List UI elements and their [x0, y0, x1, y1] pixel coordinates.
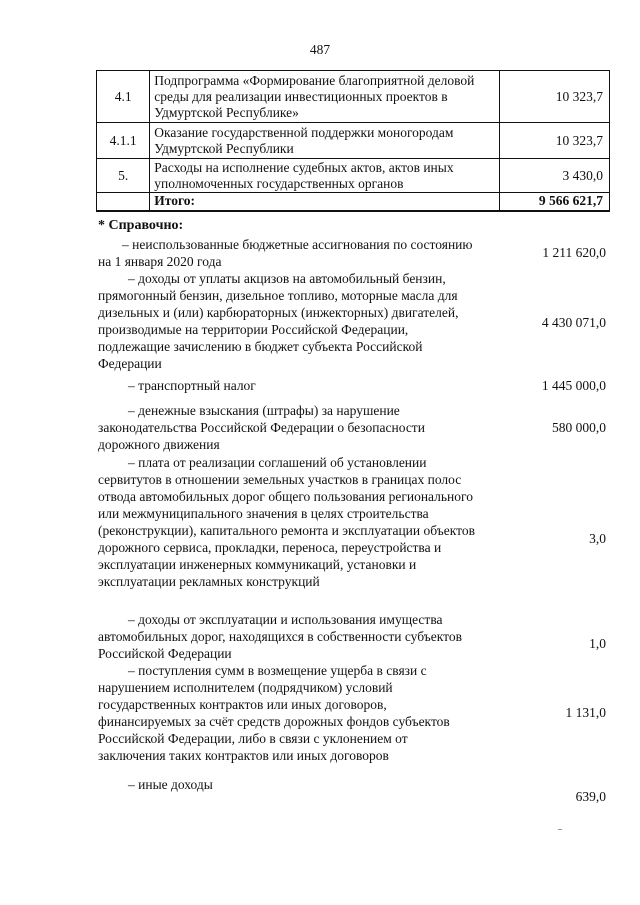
total-amount: 9 566 621,7	[499, 193, 609, 211]
reference-item-value: 1,0	[589, 636, 606, 651]
row-number: 5.	[97, 159, 150, 193]
row-amount: 10 323,7	[499, 71, 609, 123]
total-label: Итого:	[150, 193, 499, 211]
reference-item	[98, 236, 608, 270]
reference-item-text: – неиспользованные бюджетные ассигнования по состоянию на 1 января 2020 года	[98, 237, 473, 269]
reference-item-value: 4 430 071,0	[541, 315, 606, 330]
row-number: 4.1	[97, 71, 150, 123]
page-number: 487	[309, 42, 331, 57]
reference-item	[98, 776, 608, 804]
reference-heading: * Справочно:	[98, 218, 184, 233]
table-row	[97, 159, 610, 193]
reference-item-value: 639,0	[575, 789, 606, 804]
reference-item-text: – денежные взыскания (штрафы) за нарушение законодательства Российской Федерации о безопасности дорожного движения	[98, 403, 425, 452]
reference-item	[98, 454, 608, 590]
reference-item-value: 3,0	[589, 531, 606, 546]
row-name: Подпрограмма «Формирование благоприятной деловой среды для реализации инвестиционных проектов в Удмуртской Республике»	[150, 71, 499, 123]
total-row	[97, 193, 610, 211]
table-row	[97, 71, 610, 123]
reference-item-text: – иные доходы	[128, 777, 213, 792]
total-number-cell	[97, 193, 150, 211]
reference-item	[98, 270, 608, 372]
reference-item	[98, 402, 608, 453]
reference-item-text: – доходы от уплаты акцизов на автомобильный бензин, прямогонный бензин, дизельное топливо, моторные масла для дизельных и (или) карбюраторных (инжекторных) двигателей, производимые на территории Российской Федерации, подлежащие зачислению в бюджет субъекта Российской Федерации	[98, 271, 459, 371]
row-amount: 10 323,7	[499, 123, 609, 159]
reference-item	[98, 611, 608, 662]
row-name: Оказание государственной поддержки моногородам Удмуртской Республики	[150, 123, 499, 159]
reference-item-text: – транспортный налог	[128, 378, 256, 393]
table-row	[97, 123, 610, 159]
reference-item-value: 580 000,0	[552, 420, 606, 435]
row-amount: 3 430,0	[499, 159, 609, 193]
reference-item-value: 1 211 620,0	[542, 245, 606, 260]
budget-table	[96, 70, 610, 212]
row-name: Расходы на исполнение судебных актов, актов иных уполномоченных государственных органов	[150, 159, 499, 193]
reference-item-value: 1 131,0	[565, 705, 606, 720]
reference-item	[98, 377, 608, 394]
scan-mark	[558, 829, 562, 830]
reference-item	[98, 662, 608, 764]
reference-item-text: – доходы от эксплуатации и использования имущества автомобильных дорог, находящихся в собственности субъектов Российской Федерации	[98, 612, 462, 661]
row-number: 4.1.1	[97, 123, 150, 159]
reference-item-text: – поступления сумм в возмещение ущерба в связи с нарушением исполнителем (подрядчиком) условий государственных контрактов или иных договоров, финансируемых за счёт средств дорожных фондов субъектов Российской Федерации, либо в связи с уклонением от заключения таких контрактов или иных договоров	[98, 663, 450, 763]
reference-item-text: – плата от реализации соглашений об установлении сервитутов в отношении земельных участков в границах полос отвода автомобильных дорог общего пользования регионального или межмуниципального значения в целях строительства (реконструкции), капитального ремонта и эксплуатации объектов дорожного сервиса, прокладки, переноса, переустройства и эксплуатации инженерных коммуникаций, установки и эксплуатации рекламных конструкций	[98, 455, 475, 589]
reference-item-value: 1 445 000,0	[541, 378, 606, 393]
